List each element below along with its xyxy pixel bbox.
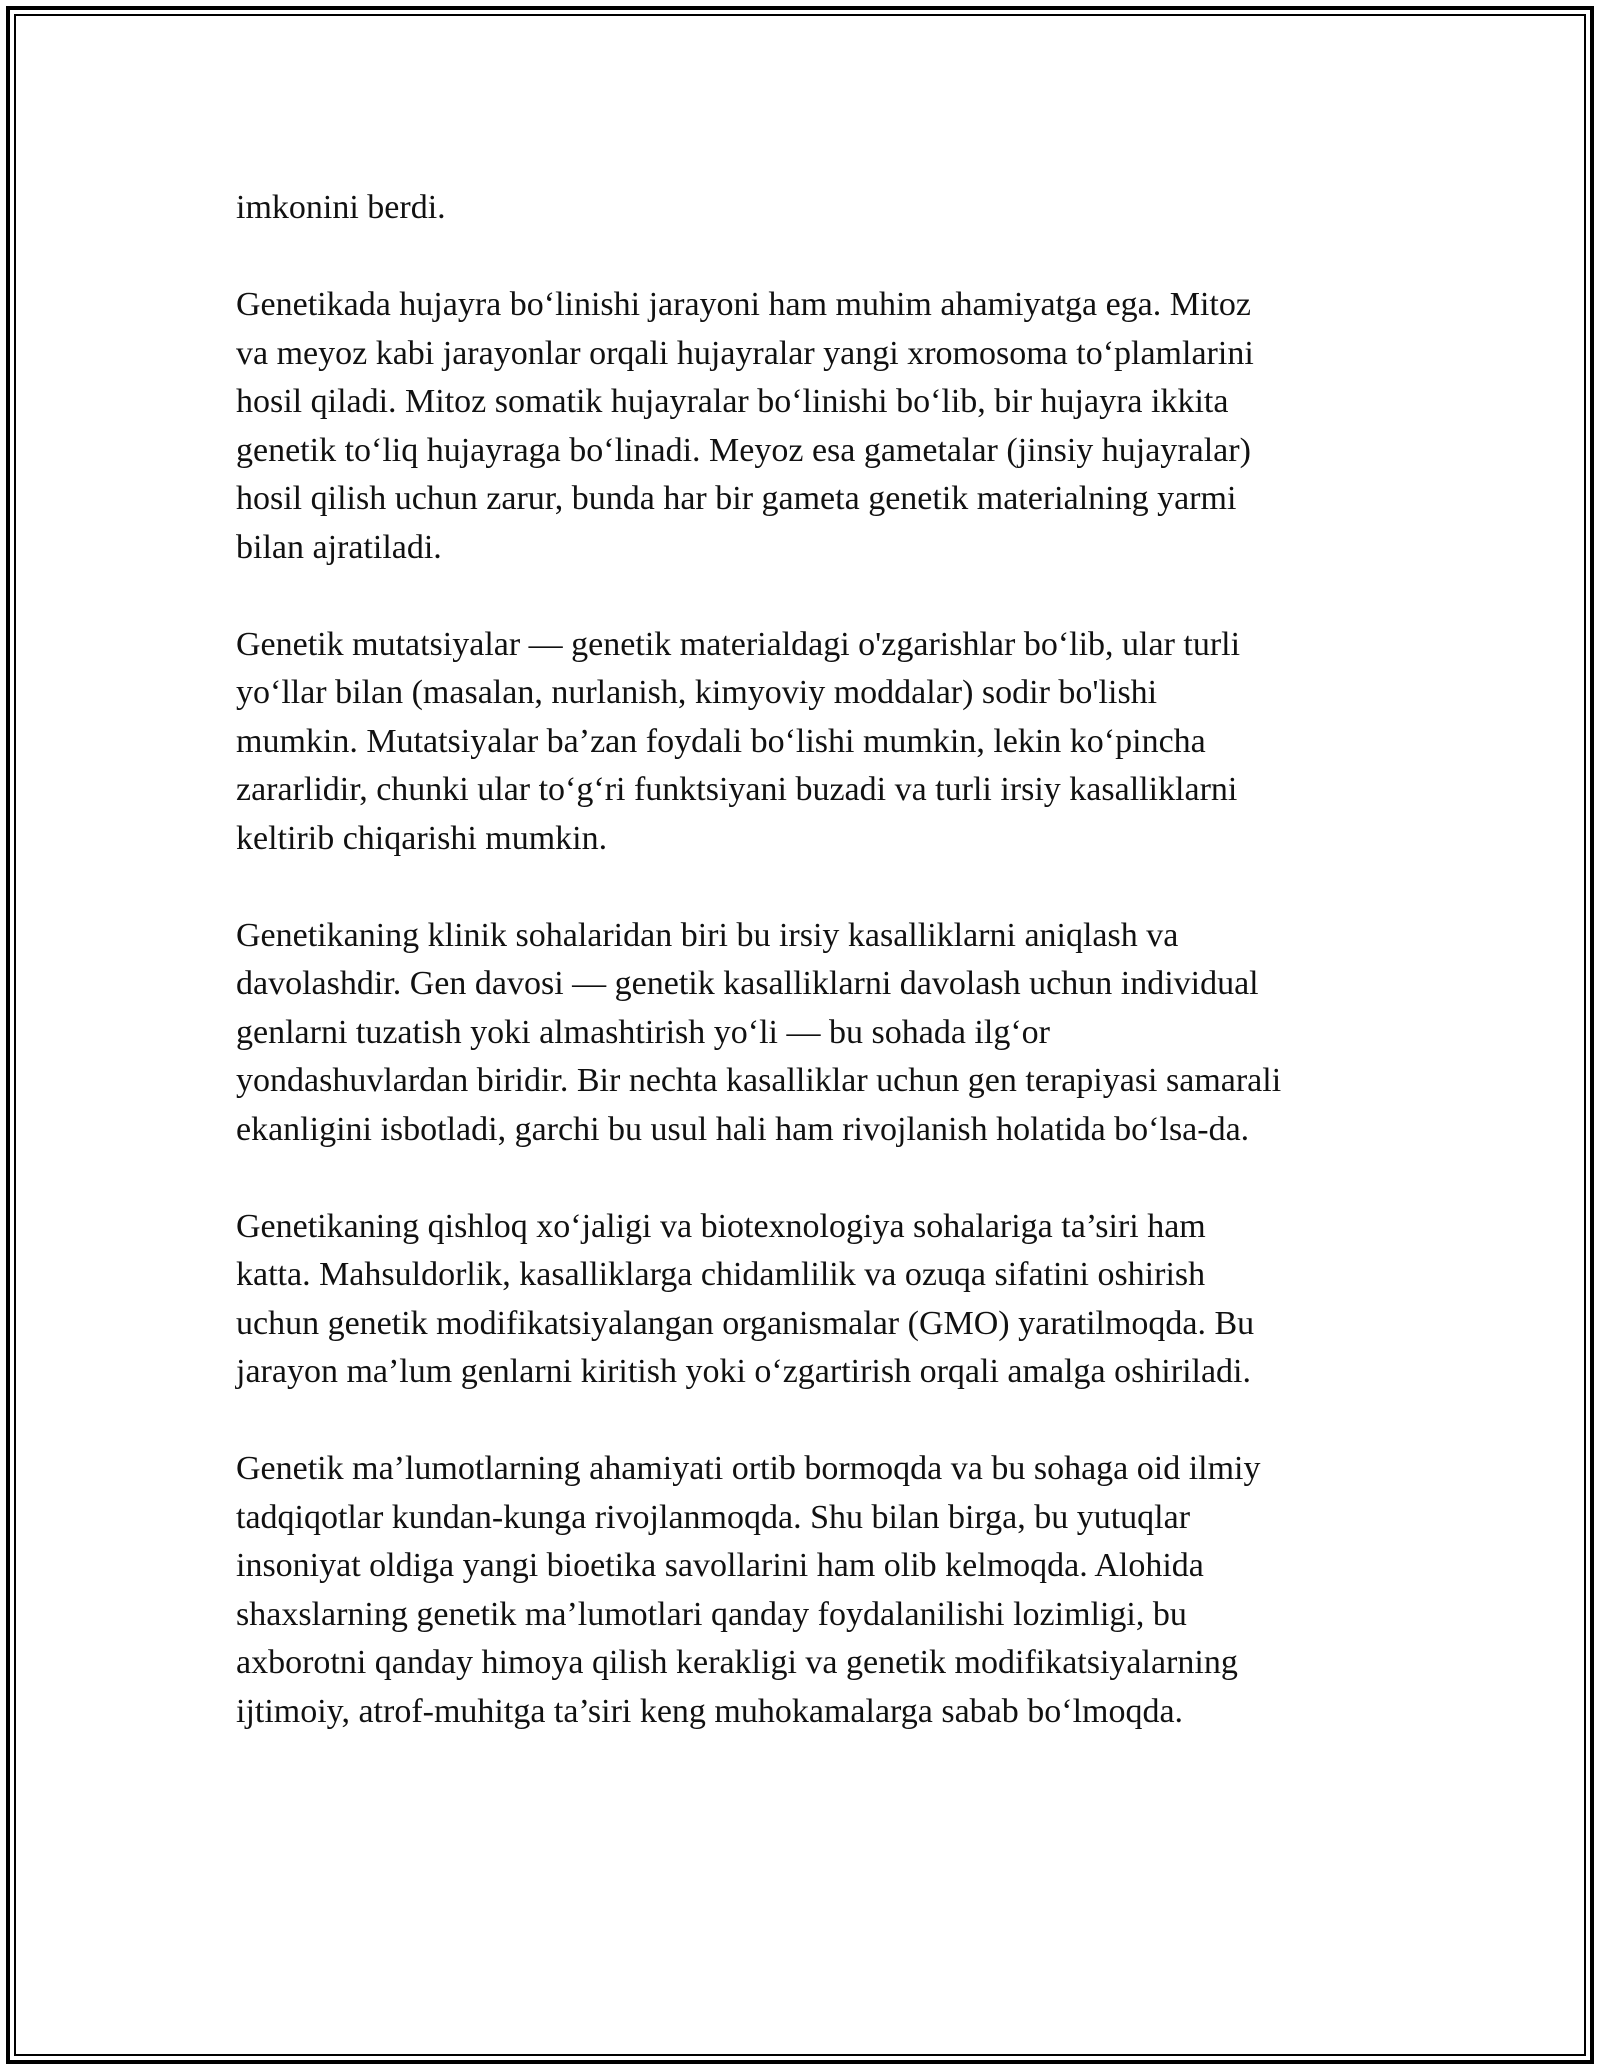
- text-line: imkonini berdi.: [236, 189, 446, 226]
- text-line: genlarni tuzatish yoki almashtirish yo‘li — bu sohada ilg‘or: [236, 1013, 1050, 1051]
- text-line: Genetikaning qishloq xo‘jaligi va biotexnologiya sohalariga ta’siri ham: [236, 1207, 1206, 1245]
- paragraph-6: [236, 1445, 1396, 1736]
- text-line: yo‘llar bilan (masalan, nurlanish, kimyoviy moddalar) sodir bo'lishi: [236, 674, 1158, 711]
- text-line: ijtimoiy, atrof-muhitga ta’siri keng muhokamalarga sabab bo‘lmoqda.: [236, 1692, 1184, 1730]
- document-body: [236, 184, 1396, 1785]
- text-line: va meyoz kabi jarayonlar orqali hujayralar yangi xromosoma to‘plamlarini: [236, 334, 1254, 372]
- text-line: Genetikada hujayra bo‘linishi jarayoni ham muhim ahamiyatga ega. Mitoz: [236, 286, 1251, 323]
- text-line: Genetikaning klinik sohalaridan biri bu irsiy kasalliklarni aniqlash va: [236, 916, 1179, 954]
- text-line: Genetik mutatsiyalar — genetik materialdagi o'zgarishlar bo‘lib, ular turli: [236, 625, 1241, 663]
- text-line: uchun genetik modifikatsiyalangan organismalar (GMO) yaratilmoqda. Bu: [236, 1304, 1255, 1342]
- text-line: genetik to‘liq hujayraga bo‘linadi. Meyoz esa gametalar (jinsiy hujayralar): [236, 431, 1251, 469]
- text-line: bilan ajratiladi.: [236, 528, 442, 566]
- text-line: katta. Mahsuldorlik, kasalliklarga chidamlilik va ozuqa sifatini oshirish: [236, 1256, 1206, 1293]
- text-line: insoniyat oldiga yangi bioetika savollarini ham olib kelmoqda. Alohida: [236, 1547, 1204, 1584]
- text-line: keltirib chiqarishi mumkin.: [236, 819, 608, 857]
- paragraph-3: [236, 621, 1396, 864]
- text-line: axborotni qanday himoya qilish kerakligi va genetik modifikatsiyalarning: [236, 1644, 1238, 1681]
- text-line: Genetik ma’lumotlarning ahamiyati ortib bormoqda va bu sohaga oid ilmiy: [236, 1450, 1261, 1487]
- paragraph-2: [236, 281, 1396, 572]
- text-line: shaxslarning genetik ma’lumotlari qanday foydalanilishi lozimligi, bu: [236, 1595, 1187, 1633]
- paragraph-4: [236, 912, 1396, 1155]
- text-line: hosil qilish uchun zarur, bunda har bir gameta genetik materialning yarmi: [236, 480, 1237, 517]
- text-line: mumkin. Mutatsiyalar ba’zan foydali bo‘lishi mumkin, lekin ko‘pincha: [236, 722, 1206, 760]
- text-line: davolashdir. Gen davosi — genetik kasalliklarni davolash uchun individual: [236, 965, 1259, 1002]
- text-line: zararlidir, chunki ular to‘g‘ri funktsiyani buzadi va turli irsiy kasalliklarni: [236, 771, 1238, 808]
- paragraph-5: [236, 1203, 1396, 1397]
- text-line: ekanligini isbotladi, garchi bu usul hali ham rivojlanish holatida bo‘lsa-da.: [236, 1110, 1250, 1148]
- text-line: jarayon ma’lum genlarni kiritish yoki o‘zgartirish orqali amalga oshiriladi.: [236, 1353, 1252, 1390]
- text-line: tadqiqotlar kundan-kunga rivojlanmoqda. Shu bilan birga, bu yutuqlar: [236, 1498, 1191, 1536]
- paragraph-1: [236, 184, 1396, 233]
- text-line: hosil qiladi. Mitoz somatik hujayralar bo‘linishi bo‘lib, bir hujayra ikkita: [236, 383, 1229, 420]
- text-line: yondashuvlardan biridir. Bir nechta kasalliklar uchun gen terapiyasi samarali: [236, 1062, 1282, 1099]
